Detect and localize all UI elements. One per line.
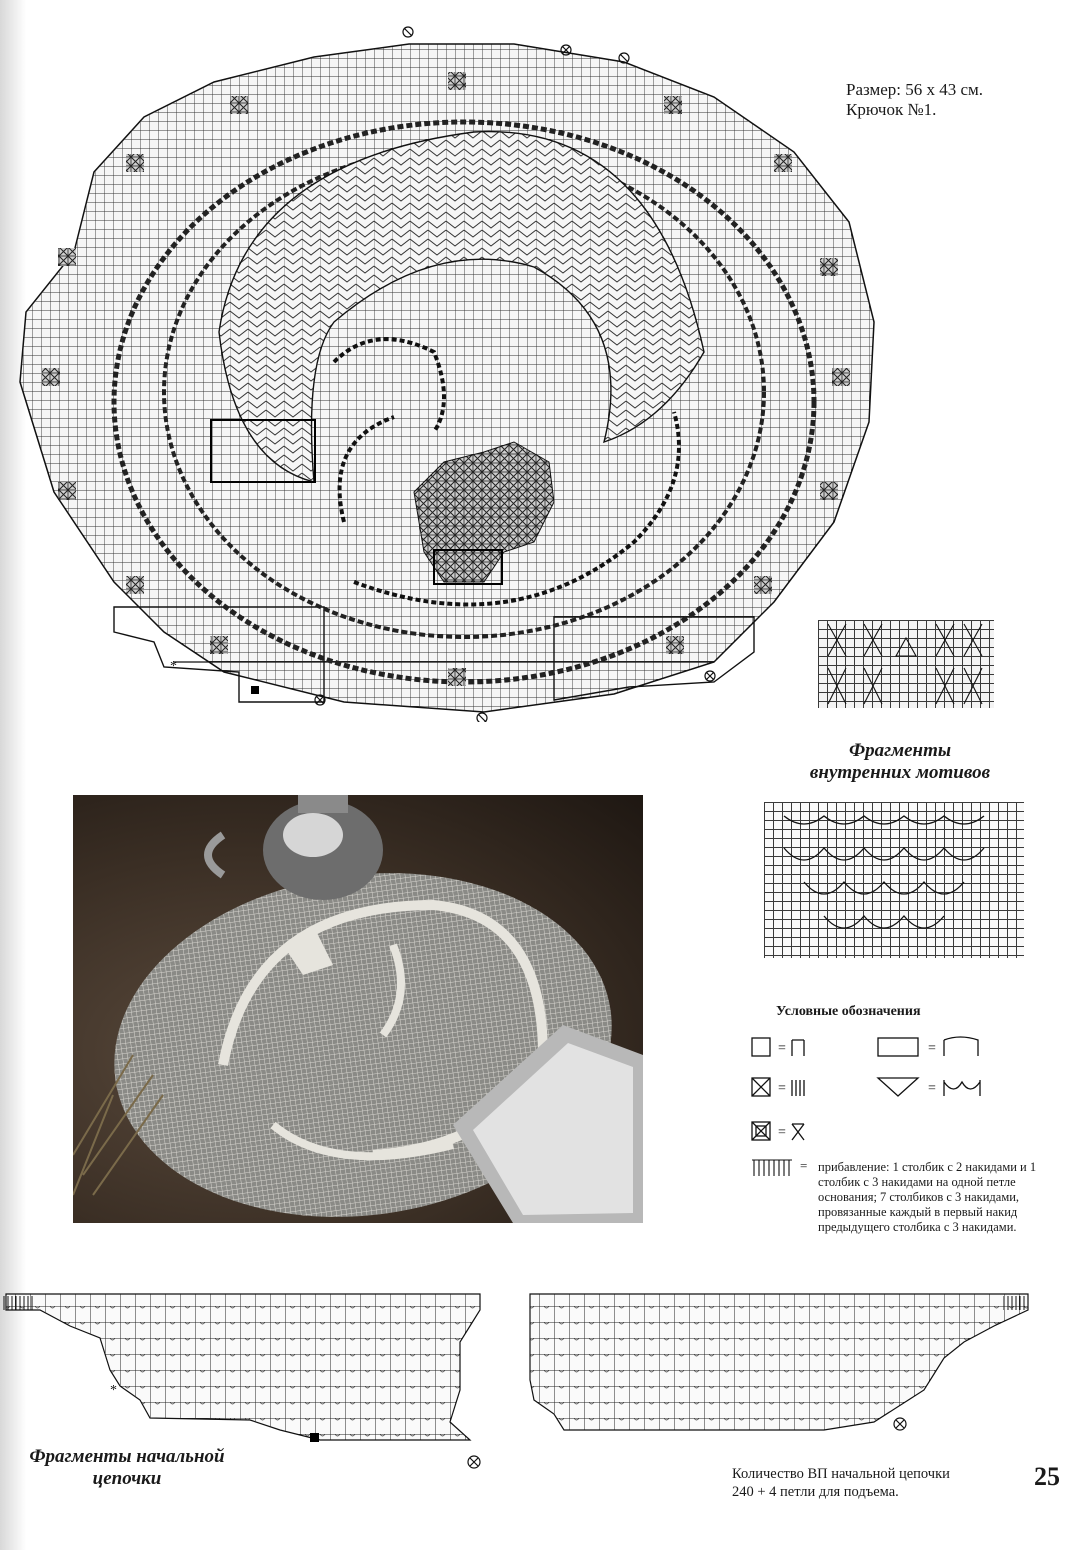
legend-eq-2: = — [778, 1081, 786, 1096]
doily-photo — [73, 795, 643, 1223]
hook-line: Крючок №1. — [846, 100, 937, 119]
legend-eq-4: = — [928, 1041, 936, 1056]
increase-symbol-icon — [750, 1156, 816, 1178]
chain-count-note-line1: Количество ВП начальной цепочки — [732, 1466, 950, 1482]
increase-note: прибавление: 1 столбик с 2 накидами и 1 столбик с 3 накидами на одной петле основания; 7 столбиков с 3 накидами, провязанные каждый в первый накид предыдущего столбика с 3 накидами. — [818, 1160, 1037, 1234]
chart-asterisk-marker: * — [170, 659, 177, 674]
chain-count-note-line2: 240 + 4 петли для подъема. — [732, 1484, 899, 1500]
inner-motifs-caption-line1: Фрагменты — [848, 740, 952, 761]
legend-v-cell-icon — [878, 1078, 918, 1096]
legend-eq-5: = — [928, 1081, 936, 1096]
start-chain-caption-line2: цепочки — [92, 1468, 162, 1489]
inner-motifs-caption — [760, 740, 1040, 784]
start-chain-asterisk: * — [110, 1383, 117, 1398]
doily-photo-illustration — [73, 795, 643, 1223]
start-chain-chart-right — [524, 1290, 1034, 1450]
inner-motifs-arches — [764, 802, 1024, 958]
page-number: 25 — [1034, 1462, 1060, 1491]
size-info — [846, 80, 983, 120]
legend-wide-cell-icon — [878, 1038, 918, 1056]
legend-empty-cell-icon — [752, 1038, 770, 1056]
inner-motifs-caption-line2: внутренних мотивов — [809, 762, 991, 783]
main-filet-chart — [14, 22, 884, 722]
legend-eq-1: = — [778, 1041, 786, 1056]
chain-count-note — [732, 1465, 950, 1501]
size-line: Размер: 56 х 43 см. — [846, 80, 984, 99]
start-chain-caption-line1: Фрагменты начальной — [29, 1446, 225, 1467]
legend-title: Условные обозначения — [776, 1004, 921, 1019]
legend-eq-3: = — [778, 1125, 786, 1140]
increase-eq: = — [800, 1158, 808, 1173]
motif-fragment-stitches — [818, 620, 994, 708]
start-chain-caption — [2, 1446, 252, 1490]
motif-fragment-chart-small — [818, 620, 994, 708]
inner-motifs-chart — [764, 802, 1024, 958]
legend-symbols — [748, 1030, 998, 1150]
